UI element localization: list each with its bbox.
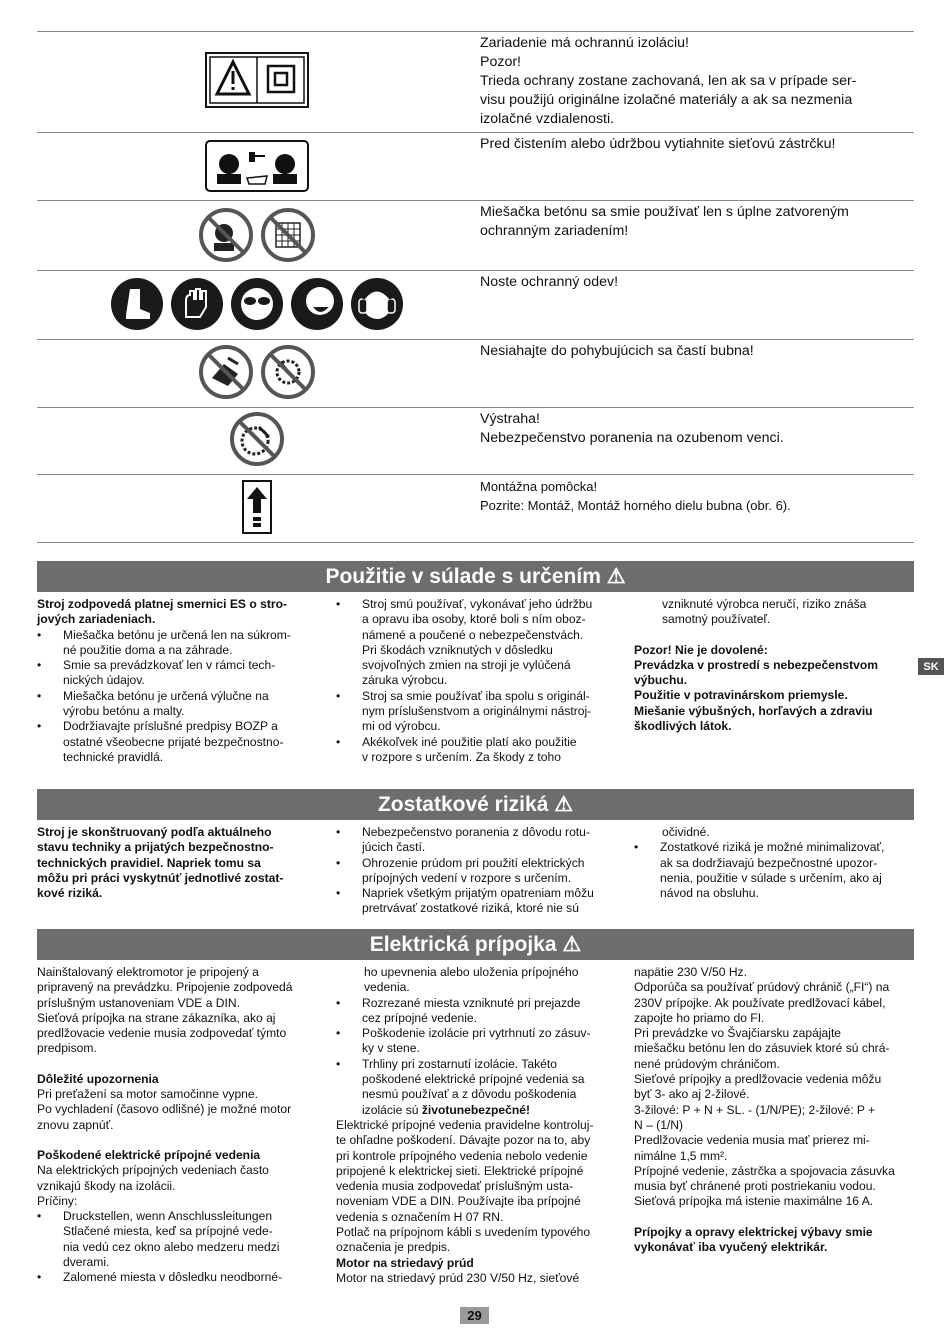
safety-text: Pred čistením alebo údržbou vytiahnite sieťovú zástrčku! [480, 136, 836, 152]
list-item: • Dodržiavajte príslušné predpisy BOZP a ostatné všeobecne prijaté bezpečnostno- technické pravidlá. [37, 719, 317, 765]
list-item: • Zalomené miesta v dôsledku neodborné- [37, 1270, 322, 1285]
list-item: • Druckstellen, wenn Anschlussleitungen Stlačené miesta, keď sa prípojné vede- nia vedú cez okno alebo medzeru medzi dverami. [37, 1209, 322, 1270]
continued-text: vzniknuté výrobca neručí, riziko znáša samotný používateľ. [662, 597, 867, 627]
section-heading: Elektrická prípojka ⚠ [37, 929, 914, 960]
goggles-icon [230, 277, 284, 331]
subheading: Motor na striedavý prúd [336, 1255, 474, 1270]
safety-row-symbols [37, 343, 477, 401]
section1-col2 [336, 597, 621, 765]
paragraph: napätie 230 V/50 Hz. Odporúča sa používať prúdový chránič („FI“) na 230V prípojke. Ak používate predlžovací kábel, zapojte ho priamo do FI. Pri prevádzke vo Švajčiarsku zapájajte miešačku betónu len do zásuviek ktoré sú chrá- nené prúdovým chráničom. Sieťové prípojky a predlžovacie vedenia môžu byť 3- ako aj 2-žilové. 3-žilové: P + N + SL. - (1/N/PE); 2-žilové: P + N – (1/N) Predlžovacie vedenia musia mať prierez mi- nimálne 1,5 mm². Prípojné vedenie, zástrčka a spojovacia zásuvka musia byť chránené proti postriekaniu vodou. Sieťová prípojka má istenie maximálne 16 A. [634, 965, 895, 1209]
subheading: Dôležité upozornenia [37, 1071, 159, 1086]
no-open-guard-icon [260, 207, 316, 263]
gloves-icon [170, 277, 224, 331]
table-rule [37, 542, 914, 543]
continued-text: očividné. [662, 825, 710, 839]
section-heading: Zostatkové riziká ⚠ [37, 789, 914, 820]
safety-row-symbols [37, 410, 477, 468]
section1-col3 [634, 597, 914, 734]
section1-col1 [37, 597, 317, 765]
ear-protection-icon [350, 277, 404, 331]
list-item [336, 1057, 626, 1118]
assembly-aid-icon [241, 479, 273, 535]
section3-col3 [634, 965, 919, 1255]
page-number: 29 [460, 1307, 489, 1324]
table-rule [37, 270, 914, 271]
safety-text: Výstraha! Nebezpečenstvo poranenia na ozubenom venci. [480, 411, 784, 446]
list-item: • Ohrozenie prúdom pri použití elektrických prípojných vedení v rozpore s určením. [336, 856, 621, 887]
subheading: Poškodené elektrické prípojné vedenia [37, 1147, 261, 1162]
table-rule [37, 31, 914, 32]
list-item: • Zostatkové riziká je možné minimalizovať, ak sa dodržiavajú bezpečnostné upozor- nenia, použitie v súlade s určením, ako aj návod na obsluhu. [634, 840, 914, 901]
unplug-before-cleaning-icon [205, 140, 309, 192]
safety-text: Nesiahajte do pohybujúcich sa častí bubna! [480, 343, 754, 359]
section2-col2 [336, 825, 621, 917]
safety-row-symbols [37, 50, 477, 110]
list-item: • Poškodenie izolácie pri vytrhnutí zo zásuv- ky v stene. [336, 1026, 626, 1057]
language-tab: SK [918, 658, 944, 675]
warning-and-double-insulation-icon [205, 52, 309, 108]
lead-text: Stroj zodpovedá platnej smernici ES o stro- jových zariadeniach. [37, 597, 287, 627]
lead-text: Stroj je skonštruovaný podľa aktuálneho stavu techniky a prijatých bezpečnostno- technických pravidiel. Napriek tomu sa môžu pri práci vyskytnúť jednotlivé zostat- kové riziká. [37, 825, 284, 901]
section2-col1 [37, 825, 317, 901]
section3-col1 [37, 965, 322, 1286]
safety-boots-icon [110, 277, 164, 331]
no-open-mixer-icon [198, 207, 254, 263]
prohibited-list: Prevádzka v prostredí s nebezpečenstvom výbuchu. Použitie v potravinárskom priemysle. Miešanie výbušných, horľavých a zdraviu škodlivých látok. [634, 657, 878, 734]
safety-row-symbols [37, 138, 477, 194]
dust-mask-icon [290, 277, 344, 331]
paragraph: Nainštalovaný elektromotor je pripojený a pripravený na prevádzku. Pripojenie zodpovedá príslušným ustanoveniam VDE a DIN. Sieťová prípojka na strane zákazníka, ako aj predlžovacie vedenie musia zodpovedať týmto predpisom. [37, 965, 293, 1056]
table-rule [37, 132, 914, 133]
list-item: • Napriek všetkým prijatým opatreniam môžu pretrvávať zostatkové riziká, ktoré nie sú [336, 886, 621, 917]
safety-row-symbols [37, 478, 477, 536]
safety-row-symbols [37, 275, 477, 333]
no-reach-gear-icon [260, 344, 316, 400]
list-item: • Stroj sa smie používať iba spolu s originál- nym príslušenstvom a originálnymi nástroj- mi od výrobcu. [336, 689, 621, 735]
warning-heading: Pozor! Nie je dovolené: [634, 642, 768, 657]
paragraph: Motor na striedavý prúd 230 V/50 Hz, sieťové [336, 1270, 580, 1285]
continued-text: ho upevnenia alebo uloženia prípojného vedenia. [364, 965, 579, 995]
electrician-note: Prípojky a opravy elektrickej výbavy smie vykonávať iba vyučený elektrikár. [634, 1224, 873, 1255]
safety-text: Noste ochranný odev! [480, 274, 619, 290]
list-item: • Rozrezané miesta vzniknuté pri prejazde cez prípojné vedenie. [336, 996, 626, 1027]
safety-text: Miešačka betónu sa smie používať len s úplne zatvoreným ochranným zariadením! [480, 204, 849, 239]
safety-row-symbols [37, 205, 477, 265]
section-heading: Použitie v súlade s určením ⚠ [37, 561, 914, 592]
safety-text: Zariadenie má ochrannú izoláciu! Pozor! Trieda ochrany zostane zachovaná, len ak sa v prípade ser- visu použijú originálne izolačné materiály a ak sa nezmenia izolačné vzdialenosti. [480, 35, 857, 127]
list-item: • Smie sa prevádzkovať len v rámci tech- nických údajov. [37, 658, 317, 689]
list-item: • Nebezpečenstvo poranenia z dôvodu rotu- júcich častí. [336, 825, 621, 856]
list-item-text: Trhliny pri zostarnutí izolácie. Takéto poškodené elektrické prípojné vedenia sa nesmú používať a z dôvodu poškodenia izolácie sú [362, 1056, 585, 1117]
table-rule [37, 200, 914, 201]
list-item: • Miešačka betónu je určená výlučne na výrobu betónu a malty. [37, 689, 317, 720]
list-item: • Stroj smú používať, vykonávať jeho údržbu a opravu iba osoby, ktoré boli s ním oboz- námené a poučené o nebezpečenstvách. Pri škodách vzniknutých v dôsledku svojvoľných zmien na stroji je vylúčená záruka výrobcu. [336, 597, 621, 689]
safety-text: Montážna pomôcka! Pozrite: Montáž, Montáž horného dielu bubna (obr. 6). [480, 479, 791, 513]
gear-rim-danger-icon [229, 411, 285, 467]
no-reach-drum-icon [198, 344, 254, 400]
paragraph: Na elektrických prípojných vedeniach často vznikajú škody na izolácii. Príčiny: [37, 1163, 269, 1208]
section2-col3 [634, 825, 914, 901]
paragraph: Pri preťažení sa motor samočinne vypne. Po vychladení (časovo odlišné) je možné motor znovu zapnúť. [37, 1087, 292, 1132]
section3-col2 [336, 965, 626, 1286]
table-rule [37, 407, 914, 408]
list-item: • Miešačka betónu je určená len na súkrom- né použitie doma a na záhrade. [37, 628, 317, 659]
emphasis-text: životunebezpečné! [421, 1102, 531, 1117]
list-item: • Akékoľvek iné použitie platí ako použitie v rozpore s určením. Za škody z toho [336, 735, 621, 766]
paragraph: Elektrické prípojné vedenia pravidelne kontroluj- te ohľadne poškodení. Dávajte pozor na to, aby pri kontrole prípojného vedenia nebolo vedenie pripojené k elektrickej sieti. Elektrické prípojné vedenia musia zodpovedať príslušným usta- noveniam VDE a DIN. Používajte iba prípojné vedenia s označením H 07 RN. Potlač na prípojnom kábli s uvedením typového označenia je predpis. [336, 1117, 594, 1255]
table-rule [37, 339, 914, 340]
table-rule [37, 474, 914, 475]
